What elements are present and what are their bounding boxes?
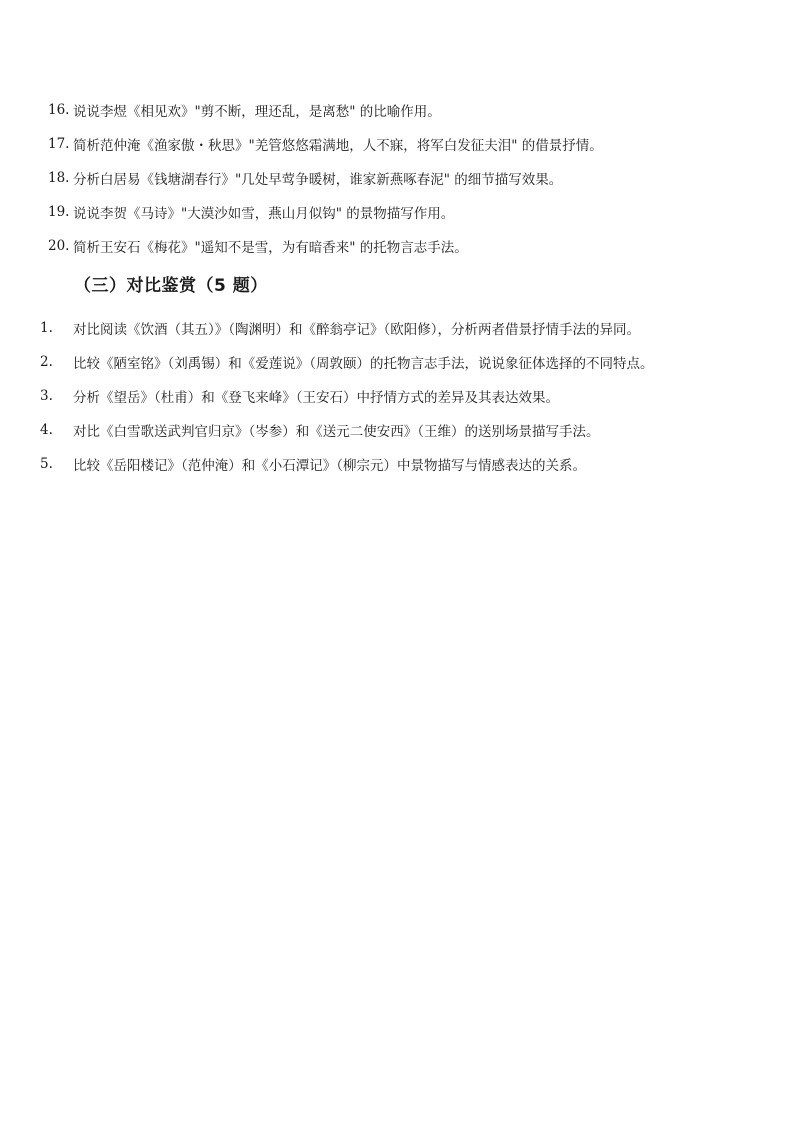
item-number: 18.	[48, 170, 70, 186]
item-text: 简析王安石《梅花》"遥知不是雪，为有暗香来" 的托物言志手法。	[73, 240, 468, 256]
item-number: 1.	[40, 320, 53, 336]
item-text: 对比阅读《饮酒（其五）》（陶渊明）和《醉翁亭记》（欧阳修），分析两者借景抒情手法的异同。	[73, 322, 640, 338]
list-item	[40, 379, 770, 413]
item-number: 3.	[40, 388, 53, 404]
item-number: 17.	[48, 136, 70, 152]
item-text: 比较《陋室铭》（刘禹锡）和《爱莲说》（周敦颐）的托物言志手法，说说象征体选择的不同特点。	[73, 356, 654, 372]
question-list-appreciation	[48, 93, 768, 263]
item-number: 2.	[40, 354, 53, 370]
item-text: 说说李煜《相见欢》"剪不断，理还乱，是离愁" 的比喻作用。	[73, 104, 441, 120]
list-item	[48, 195, 768, 229]
list-item	[48, 127, 768, 161]
item-number: 19.	[48, 204, 70, 220]
item-text: 说说李贺《马诗》"大漠沙如雪，燕山月似钩" 的景物描写作用。	[73, 206, 455, 222]
item-number: 20.	[48, 238, 70, 254]
item-number: 16.	[48, 102, 70, 118]
item-text: 分析白居易《钱塘湖春行》"几处早莺争暖树，谁家新燕啄春泥" 的细节描写效果。	[73, 172, 563, 188]
list-item	[48, 161, 768, 195]
question-list-comparison	[40, 311, 770, 481]
list-item	[40, 311, 770, 345]
item-number: 4.	[40, 422, 53, 438]
item-text: 分析《望岳》（杜甫）和《登飞来峰》（王安石）中抒情方式的差异及其表达效果。	[73, 390, 559, 406]
list-item	[40, 345, 770, 379]
list-item	[40, 447, 770, 481]
item-text: 比较《岳阳楼记》（范仲淹）和《小石潭记》（柳宗元）中景物描写与情感表达的关系。	[73, 458, 586, 474]
list-item	[48, 93, 768, 127]
item-text: 对比《白雪歌送武判官归京》（岑参）和《送元二使安西》（王维）的送别场景描写手法。	[73, 424, 600, 440]
list-item	[40, 413, 770, 447]
item-text: 简析范仲淹《渔家傲・秋思》"羌管悠悠霜满地，人不寐，将军白发征夫泪" 的借景抒情。	[73, 138, 603, 154]
section-heading: （三）对比鉴赏（5 题）	[74, 276, 268, 296]
item-number: 5.	[40, 456, 53, 472]
list-item	[48, 229, 768, 263]
